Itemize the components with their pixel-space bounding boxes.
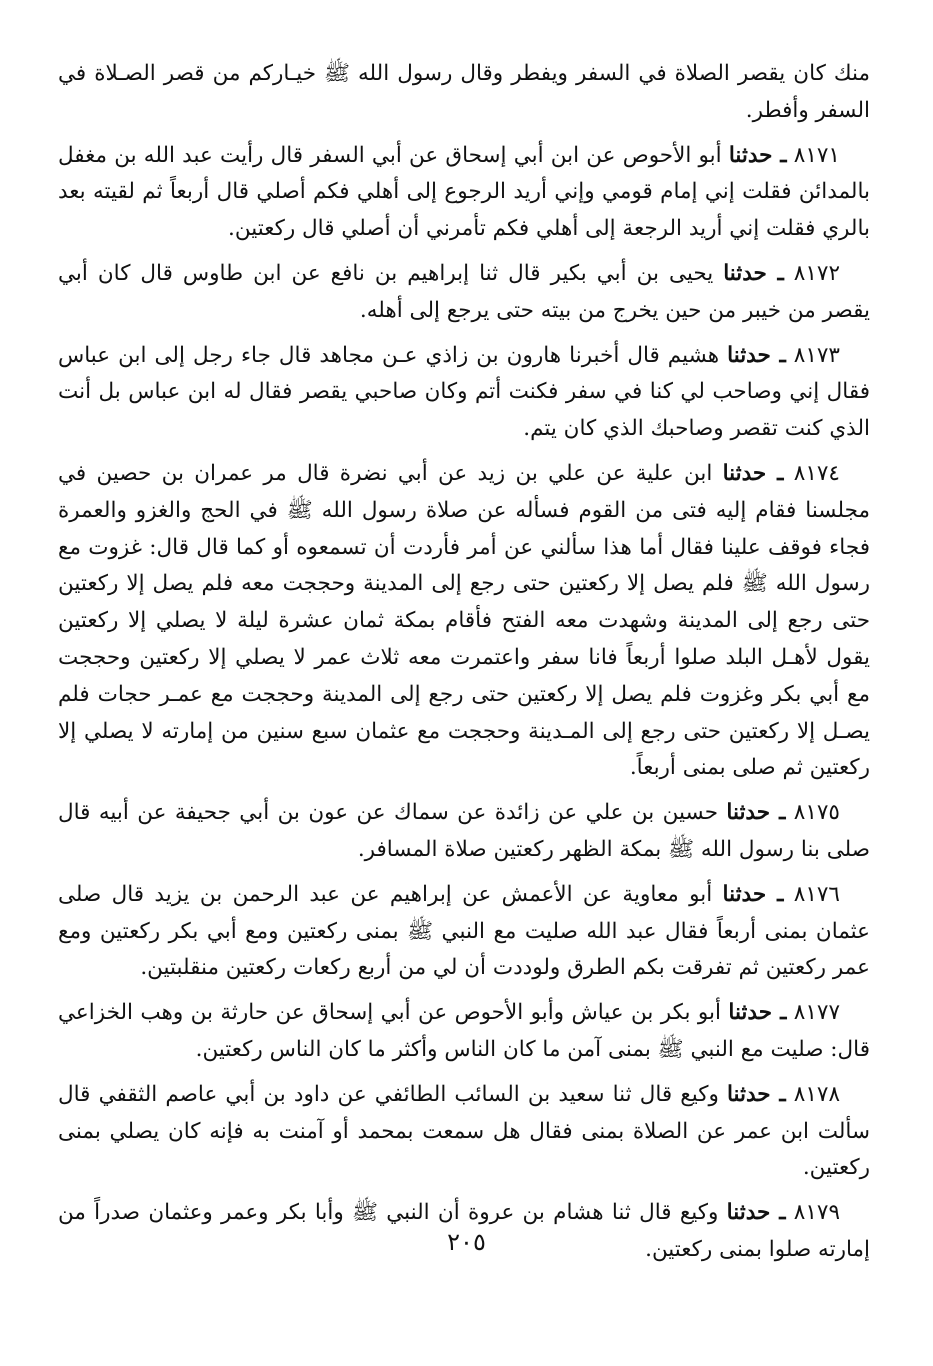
hadith-8172: ٨١٧٢ ـ حدثنا يحيى بن أبي بكير قال ثنا إبراهيم بن نافع عن ابن طاوس قال كان أبي يقصر من خيبر من حين يخرج من بيته حتى يرجع إلى أهله. (58, 260, 870, 323)
hadith-lead: حدثنا (728, 1000, 772, 1026)
hadith-lead: حدثنا (723, 260, 767, 286)
hadith-number: ٨١٧٨ (793, 1081, 840, 1107)
hadith-8171: ٨١٧١ ـ حدثنا أبو الأحوص عن ابن أبي إسحاق عن أبي السفر قال رأيت عبد الله بن مغفل بالمدائن فقلت إني إمام قومي وإني أريد الرجوع إلى أهلي فكم أصلي قال أربعاً ثم لقيته بعد بالري فقلت إني أريد الرجعة إلى أهلي فكم تأمرني أن أصلي قال ركعتين. (58, 142, 870, 242)
hadith-number: ٨١٧٣ (793, 342, 840, 368)
hadith-8175: ٨١٧٥ ـ حدثنا حسين بن علي عن زائدة عن سماك عن عون بن أبي جحيفة عن أبيه قال صلى بنا رسول الله ﷺ بمكة الظهر ركعتين صلاة المسافر. (58, 800, 870, 862)
hadith-number: ٨١٧٦ (793, 881, 840, 907)
hadith-number: ٨١٧٥ (793, 800, 840, 826)
hadith-text: ابن علية عن علي بن زيد عن أبي نضرة قال مر عمران بن حصين في مجلسنا فقام إليه فتى من القوم فسأله عن صلاة رسول الله ﷺ في الحج والغزو والعمرة فجاء فوقف علينا فقال أما هذا سألني عن أمر فأردت أن تسمعوه أو كما قال قال: غزوت مع رسول الله ﷺ فلم يصل إلا ركعتين حتى رجع إلى المدينة وحججت معه فلم يصل إلا ركعتين حتى رجع إلى المدينة وشهدت معه الفتح فأقام بمكة ثمان عشرة ليلة لا يصلي إلا ركعتين يقول لأهـل البلد صلوا أربعاً فانا سفر واعتمرت معه ثلاث عمر لا يصلي إلا ركعتين وحججت مع أبي بكر وغزوت فلم يصل إلا ركعتين حتى رجع إلى المدينة وحججت مع عمـر حجات فلم يصـل إلا ركعتين حتى رجع إلى المـدينة وحججت مع عثمان سبع سنين من إمارته لا يصلي إلا ركعتين ثم صلى بمنى أربعاً. (58, 460, 870, 781)
hadith-8174: ٨١٧٤ ـ حدثنا ابن علية عن علي بن زيد عن أبي نضرة قال مر عمران بن حصين في مجلسنا فقام إليه فتى من القوم فسأله عن صلاة رسول الله ﷺ في الحج والغزو والعمرة فجاء فوقف علينا فقال أما هذا سألني عن أمر فأردت أن تسمعوه أو كما قال قال: غزوت مع رسول الله ﷺ فلم يصل إلا ركعتين حتى رجع إلى المدينة وحججت معه فلم يصل إلا ركعتين حتى رجع إلى المدينة وشهدت معه الفتح فأقام بمكة ثمان عشرة ليلة لا يصلي إلا ركعتين يقول لأهـل البلد صلوا أربعاً فانا سفر واعتمرت معه ثلاث عمر لا يصلي إلا ركعتين وحججت مع أبي بكر وغزوت فلم يصل إلا ركعتين حتى رجع إلى المدينة وحججت مع عمـر حجات فلم يصـل إلا ركعتين حتى رجع إلى المـدينة وحججت مع عثمان سبع سنين من إمارته لا يصلي إلا ركعتين ثم صلى بمنى أربعاً. (58, 460, 870, 781)
hadith-lead: حدثنا (726, 1200, 771, 1226)
hadith-8179: ٨١٧٩ ـ حدثنا وكيع قال ثنا هشام بن عروة أن النبي ﷺ وأبا بكر وعمر وعثمان صدراً من إمارته صلوا بمنى ركعتين. (58, 1200, 870, 1262)
paragraph-continuation (58, 56, 870, 130)
hadith-8176: ٨١٧٦ ـ حدثنا أبو معاوية عن الأعمش عن إبراهيم عن عبد الرحمن بن يزيد قال صلى عثمان بمنى أربعاً فقال عبد الله صليت مع النبي ﷺ بمنى ركعتين ومع أبي بكر ركعتين ومع عمر ركعتين ثم تفرقت بكم الطرق ولوددت أن لي من أربع ركعات ركعتين منقلبتين. (58, 881, 870, 981)
hadith-lead: حدثنا (727, 342, 771, 368)
page-number: ٢٠٥ (447, 1228, 486, 1256)
hadith-lead: حدثنا (726, 800, 771, 826)
hadith-number: ٨١٧٧ (793, 1000, 840, 1026)
hadith-text: حسين بن علي عن زائدة عن سماك عن عون بن أبي جحيفة عن أبيه قال صلى بنا رسول الله ﷺ بمكة الظهر ركعتين صلاة المسافر. (58, 800, 870, 862)
hadith-text: وكيع قال ثنا هشام بن عروة أن النبي ﷺ وأبا بكر وعمر وعثمان صدراً من إمارته صلوا بمنى ركعتين. (58, 1200, 870, 1262)
paragraph-text: منك كان يقصر الصلاة في السفر ويفطر وقال رسول الله ﷺ خيـاركم من قصر الصـلاة في السفر وأفطر. (58, 61, 870, 123)
hadith-8177: ٨١٧٧ ـ حدثنا أبو بكر بن عياش وأبو الأحوص عن أبي إسحاق عن حارثة بن وهب الخزاعي قال: صليت مع النبي ﷺ بمنى آمن ما كان الناس وأكثر ما كان الناس ركعتين. (58, 1000, 870, 1062)
hadith-text: أبو الأحوص عن ابن أبي إسحاق عن أبي السفر قال رأيت عبد الله بن مغفل بالمدائن فقلت إني إمام قومي وإني أريد الرجوع إلى أهلي فكم أصلي قال أربعاً ثم لقيته بعد بالري فقلت إني أريد الرجعة إلى أهلي فكم تأمرني أن أصلي قال ركعتين. (58, 142, 870, 242)
hadith-8178: ٨١٧٨ ـ حدثنا وكيع قال ثنا سعيد بن السائب الطائفي عن داود بن أبي عاصم الثقفي قال سألت ابن عمر عن الصلاة بمنى فقال هل سمعت بمحمد أو آمنت به فإنه كان يصلي بمنى ركعتين. (58, 1081, 870, 1181)
hadith-lead: حدثنا (728, 142, 773, 168)
hadith-8173: ٨١٧٣ ـ حدثنا هشيم قال أخبرنا هارون بن زاذي عـن مجاهد قال جاء رجل إلى ابن عباس فقال إني وصاحب لي كنا في سفر فكنت أتم وكان صاحبي يقصر فقال له ابن عباس بل أنت الذي كنت تقصر وصاحبك الذي كان يتم. (58, 342, 870, 442)
hadith-text: وكيع قال ثنا سعيد بن السائب الطائفي عن داود بن أبي عاصم الثقفي قال سألت ابن عمر عن الصلاة بمنى فقال هل سمعت بمحمد أو آمنت به فإنه كان يصلي بمنى ركعتين. (58, 1081, 870, 1181)
hadith-text: يحيى بن أبي بكير قال ثنا إبراهيم بن نافع عن ابن طاوس قال كان أبي يقصر من خيبر من حين يخرج من بيته حتى يرجع إلى أهله. (58, 260, 870, 323)
hadith-lead: حدثنا (726, 1081, 771, 1107)
hadith-number: ٨١٧٢ (793, 260, 840, 286)
hadith-text: أبو بكر بن عياش وأبو الأحوص عن أبي إسحاق عن حارثة بن وهب الخزاعي قال: صليت مع النبي ﷺ بمنى آمن ما كان الناس وأكثر ما كان الناس ركعتين. (58, 1000, 870, 1062)
hadith-lead: حدثنا (722, 460, 767, 486)
hadith-number: ٨١٧٩ (793, 1200, 840, 1226)
hadith-lead: حدثنا (722, 881, 767, 907)
hadith-text: أبو معاوية عن الأعمش عن إبراهيم عن عبد الرحمن بن يزيد قال صلى عثمان بمنى أربعاً فقال عبد الله صليت مع النبي ﷺ بمنى ركعتين ومع أبي بكر ركعتين ومع عمر ركعتين ثم تفرقت بكم الطرق ولوددت أن لي من أربع ركعات ركعتين منقلبتين. (58, 881, 870, 981)
hadith-number: ٨١٧١ (793, 142, 840, 168)
document-body (58, 56, 870, 1277)
hadith-number: ٨١٧٤ (793, 460, 840, 486)
hadith-text: هشيم قال أخبرنا هارون بن زاذي عـن مجاهد قال جاء رجل إلى ابن عباس فقال إني وصاحب لي كنا في سفر فكنت أتم وكان صاحبي يقصر فقال له ابن عباس بل أنت الذي كنت تقصر وصاحبك الذي كان يتم. (58, 342, 870, 442)
